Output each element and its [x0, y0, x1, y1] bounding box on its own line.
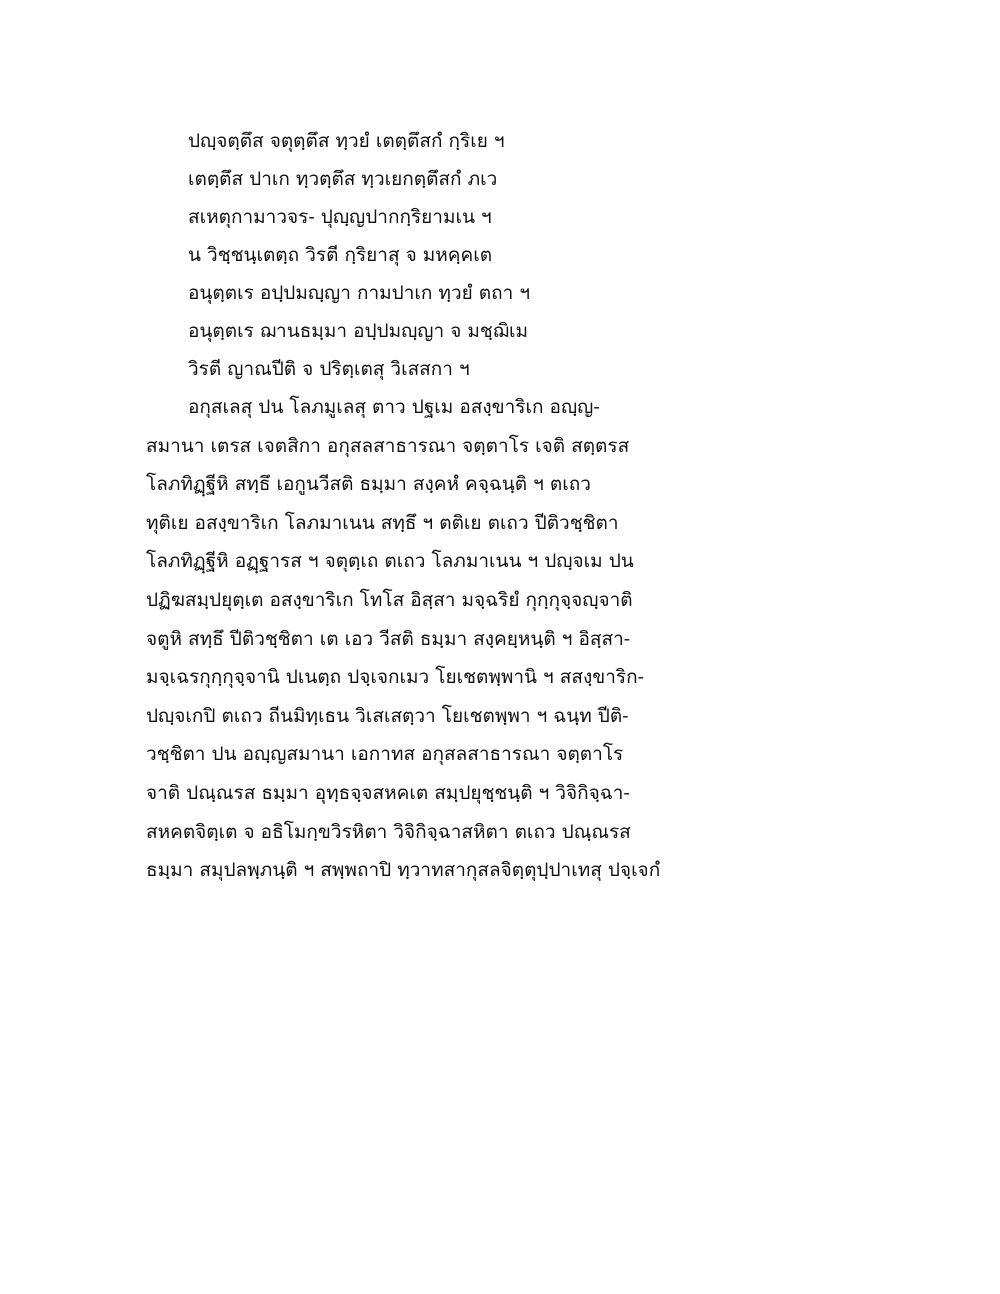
verse-line: อนุตฺตเร ฌานธมฺมา อปฺปมญฺญา จ มชฺฌิเม: [188, 320, 529, 342]
verse-line: น วิชฺชนฺเตตฺถ วิรตี กฺริยาสุ จ มหคฺคเต: [188, 244, 493, 266]
prose-line: จาติ ปณฺณรส ธมฺมา อุทฺธจฺจสหคเต สมฺปยุชฺชนฺติ ฯ วิจิกิจฺฉา-: [146, 781, 630, 804]
verse-block: [188, 122, 828, 388]
prose-line: วชฺชิตา ปน อญฺญสมานา เอกาทส อกุสลสาธารณา จตฺตาโร: [146, 743, 624, 766]
prose-line: สมานา เตรส เจตสิกา อกุสลสาธารณา จตฺตาโร เจติ สตฺตรส: [146, 434, 630, 457]
prose-line: โลภทิฏฺฐีหิ สทฺธึ เอกูนวีสติ ธมฺมา สงฺคหํ คจฺฉนฺติ ฯ ตเถว: [146, 473, 591, 496]
verse-line: สเหตุกามาวจร- ปุญฺญปากกฺริยามเน ฯ: [188, 206, 492, 228]
verse-line: อนุตฺตเร อปฺปมญฺญา กามปาเก ทฺวยํ ตถา ฯ: [188, 282, 531, 304]
prose-line: สหคตจิตฺเต จ อธิโมกฺขวิรหิตา วิจิกิจฺฉาสหิตา ตเถว ปณฺณรส: [146, 820, 631, 843]
prose-line: โลภทิฏฺฐีหิ อฏฺฐารส ฯ จตุตฺเถ ตเถว โลภมาเนน ฯ ปญฺจเม ปน: [146, 550, 634, 573]
prose-line: ทุติเย อสงฺขาริเก โลภมาเนน สทฺธึ ฯ ตติเย ตเถว ปีติวชฺชิตา: [146, 511, 619, 534]
prose-line: ธมฺมา สมุปลพฺภนฺติ ฯ สพฺพถาปิ ทฺวาทสากุสลจิตฺตุปฺปาเทสุ ปจฺเจกํ: [146, 859, 661, 882]
prose-line: อกุสเลสุ ปน โลภมูเลสุ ตาว ปฐเม อสงฺขาริเก อญฺญ-: [188, 396, 600, 418]
prose-line: ปฏิฆสมฺปยุตฺเต อสงฺขาริเก โทโส อิสฺสา มจฺฉริยํ กุกฺกุจฺจญฺจาติ: [146, 588, 633, 611]
prose-line: ปญฺจเกปิ ตเถว ถีนมิทฺเธน วิเสเสตฺวา โยเชตพฺพา ฯ ฉนฺท ปีติ-: [146, 704, 629, 727]
prose-paragraph: [146, 388, 866, 890]
verse-line: ปญฺจตฺตึส จตุตฺตึส ทฺวยํ เตตฺตึสกํ กฺริเย ฯ: [188, 130, 505, 152]
prose-line: จตูหิ สทฺธึ ปีติวชฺชิตา เต เอว วีสติ ธมฺมา สงฺคยฺหนฺติ ฯ อิสฺสา-: [146, 627, 631, 650]
verse-line: วิรตี ญาณปีติ จ ปริตฺเตสุ วิเสสกา ฯ: [188, 358, 470, 380]
prose-line: มจฺเฉรกุกฺกุจฺจานิ ปเนตฺถ ปจฺเจกเมว โยเชตพฺพานิ ฯ สสงฺขาริก-: [146, 666, 645, 689]
verse-line: เตตฺตึส ปาเก ทฺวตฺตึส ทฺวเยกตฺตึสกํ ภเว: [188, 168, 498, 190]
